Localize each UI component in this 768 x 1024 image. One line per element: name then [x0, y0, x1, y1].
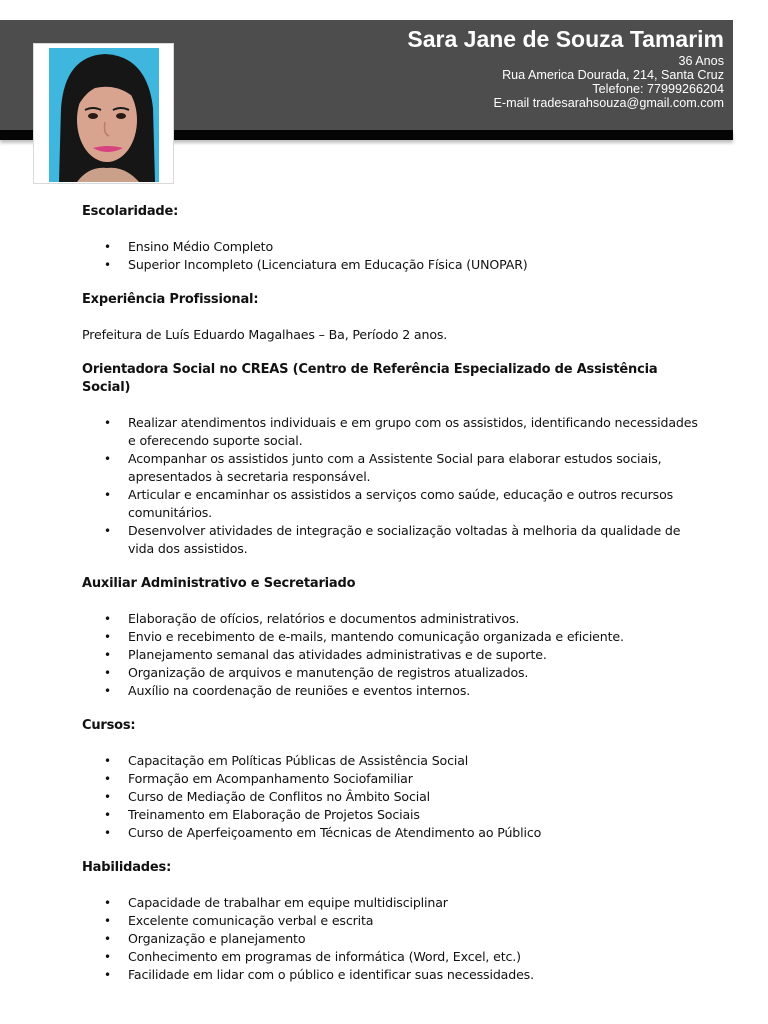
skills-heading: Habilidades: [82, 860, 172, 875]
resume-body [82, 203, 702, 1001]
list-item: • Capacitação em Políticas Públicas de Assistência Social [82, 752, 702, 770]
list-item: • Envio e recebimento de e-mails, mantendo comunicação organizada e eficiente. [82, 628, 702, 646]
list-item: • Organização de arquivos e manutenção de registros atualizados. [82, 664, 702, 682]
skills-list [82, 894, 702, 984]
education-list [82, 238, 702, 274]
profile-photo [49, 48, 159, 182]
list-item: • Excelente comunicação verbal e escrita [82, 912, 702, 930]
candidate-age: 36 Anos [678, 54, 724, 68]
courses-heading: Cursos: [82, 718, 136, 733]
contact-block [407, 24, 724, 110]
candidate-name: Sara Jane de Souza Tamarim [407, 26, 724, 52]
role-social-list [82, 414, 702, 558]
candidate-address: Rua America Dourada, 214, Santa Cruz [502, 68, 724, 82]
experience-summary: Prefeitura de Luís Eduardo Magalhaes – Ba, Período 2 anos. [82, 327, 448, 342]
list-item: • Curso de Mediação de Conflitos no Âmbito Social [82, 788, 702, 806]
list-item: • Realizar atendimentos individuais e em grupo com os assistidos, identificando necessidades e oferecendo suporte social. [82, 414, 702, 450]
role-social-heading: Orientadora Social no CREAS (Centro de Referência Especializado de Assistência Social) [82, 362, 658, 395]
role-admin-list [82, 610, 702, 700]
list-item: • Curso de Aperfeiçoamento em Técnicas de Atendimento ao Público [82, 824, 702, 842]
list-item: • Ensino Médio Completo [82, 238, 702, 256]
list-item: • Organização e planejamento [82, 930, 702, 948]
list-item: • Treinamento em Elaboração de Projetos Sociais [82, 806, 702, 824]
experience-heading: Experiência Profissional: [82, 292, 259, 307]
courses-list [82, 752, 702, 842]
candidate-phone: Telefone: 77999266204 [592, 82, 724, 96]
list-item: • Desenvolver atividades de integração e socialização voltadas à melhoria da qualidade de vida dos assistidos. [82, 522, 702, 558]
list-item: • Articular e encaminhar os assistidos a serviços como saúde, educação e outros recursos comunitários. [82, 486, 702, 522]
list-item: • Superior Incompleto (Licenciatura em Educação Física (UNOPAR) [82, 256, 702, 274]
list-item: • Conhecimento em programas de informática (Word, Excel, etc.) [82, 948, 702, 966]
list-item: • Planejamento semanal das atividades administrativas e de suporte. [82, 646, 702, 664]
role-admin-heading: Auxiliar Administrativo e Secretariado [82, 576, 356, 591]
list-item: • Capacidade de trabalhar em equipe multidisciplinar [82, 894, 702, 912]
profile-photo-frame [33, 43, 174, 184]
education-heading: Escolaridade: [82, 204, 179, 219]
list-item: • Acompanhar os assistidos junto com a Assistente Social para elaborar estudos sociais, apresentados à secretaria responsável. [82, 450, 702, 486]
list-item: • Formação em Acompanhamento Sociofamiliar [82, 770, 702, 788]
candidate-email: E-mail tradesarahsouza@gmail.com.com [493, 96, 724, 110]
list-item: • Elaboração de ofícios, relatórios e documentos administrativos. [82, 610, 702, 628]
list-item: • Facilidade em lidar com o público e identificar suas necessidades. [82, 966, 702, 984]
list-item: • Auxílio na coordenação de reuniões e eventos internos. [82, 682, 702, 700]
